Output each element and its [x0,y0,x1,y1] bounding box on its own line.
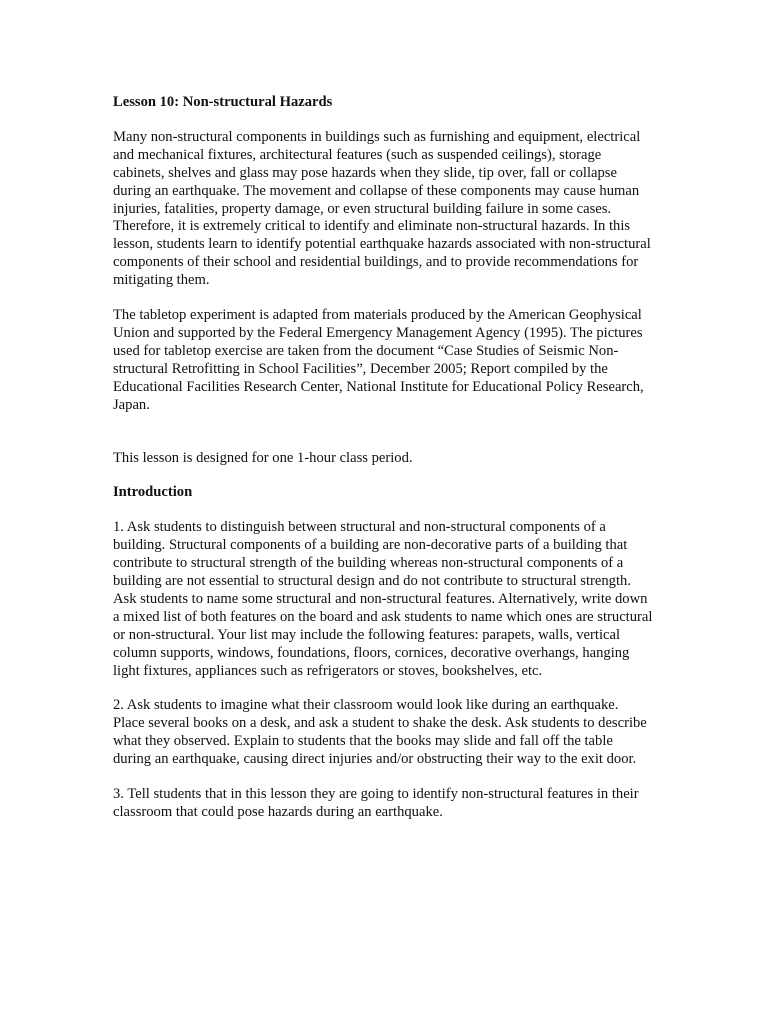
step-3-paragraph: 3. Tell students that in this lesson they are going to identify non-structural features in their classroom that could pose hazards during an earthquake. [113,786,639,820]
lesson-title: Lesson 10: Non-structural Hazards [113,94,333,110]
step-1-paragraph: 1. Ask students to distinguish between structural and non-structural components of a building. Structural components of a building are non-decorative parts of a building that contribute to structural strength of the building whereas non-structural components of a building are not essential to structural design and do not contribute to structural strength. Ask students to name some structural and non-structural features. Alternatively, write down a mixed list of both features on the board and ask students to name which ones are structural or non-structural. Your list may include the following features: parapets, walls, vertical column supports, windows, foundations, floors, cornices, decorative overhangs, hanging light fixtures, appliances such as refrigerators or stoves, bookshelves, etc. [113,519,653,679]
document-page [113,94,653,839]
duration-paragraph: This lesson is designed for one 1-hour class period. [113,449,413,466]
step-2-paragraph: 2. Ask students to imagine what their classroom would look like during an earthquake. Place several books on a desk, and ask a student to shake the desk. Ask students to describe what they observed. Explain to students that the books may slide and fall off the table during an earthquake, causing direct injuries and/or obstructing their way to the exit door. [113,697,647,768]
introduction-heading: Introduction [113,484,193,501]
intro-paragraph: Many non-structural components in buildings such as furnishing and equipment, electrical and mechanical fixtures, architectural features (such as suspended ceilings), storage cabinets, shelves and glass may pose hazards when they slide, tip over, fall or collapse during an earthquake. The movement and collapse of these components may cause human injuries, fatalities, property damage, or even structural building failure in some cases. Therefore, it is extremely critical to identify and eliminate non-structural hazards. In this lesson, students learn to identify potential earthquake hazards associated with non-structural components of their school and residential buildings, and to provide recommendations for mitigating them. [113,128,651,289]
spacer [113,432,653,450]
source-paragraph: The tabletop experiment is adapted from materials produced by the American Geophysical Union and supported by the Federal Emergency Management Agency (1995). The pictures used for tabletop exercise are taken from the document “Case Studies of Seismic Non-structural Retrofitting in School Facilities”, December 2005; Report compiled by the Educational Facilities Research Center, National Institute for Educational Policy Research, Japan. [113,307,644,413]
